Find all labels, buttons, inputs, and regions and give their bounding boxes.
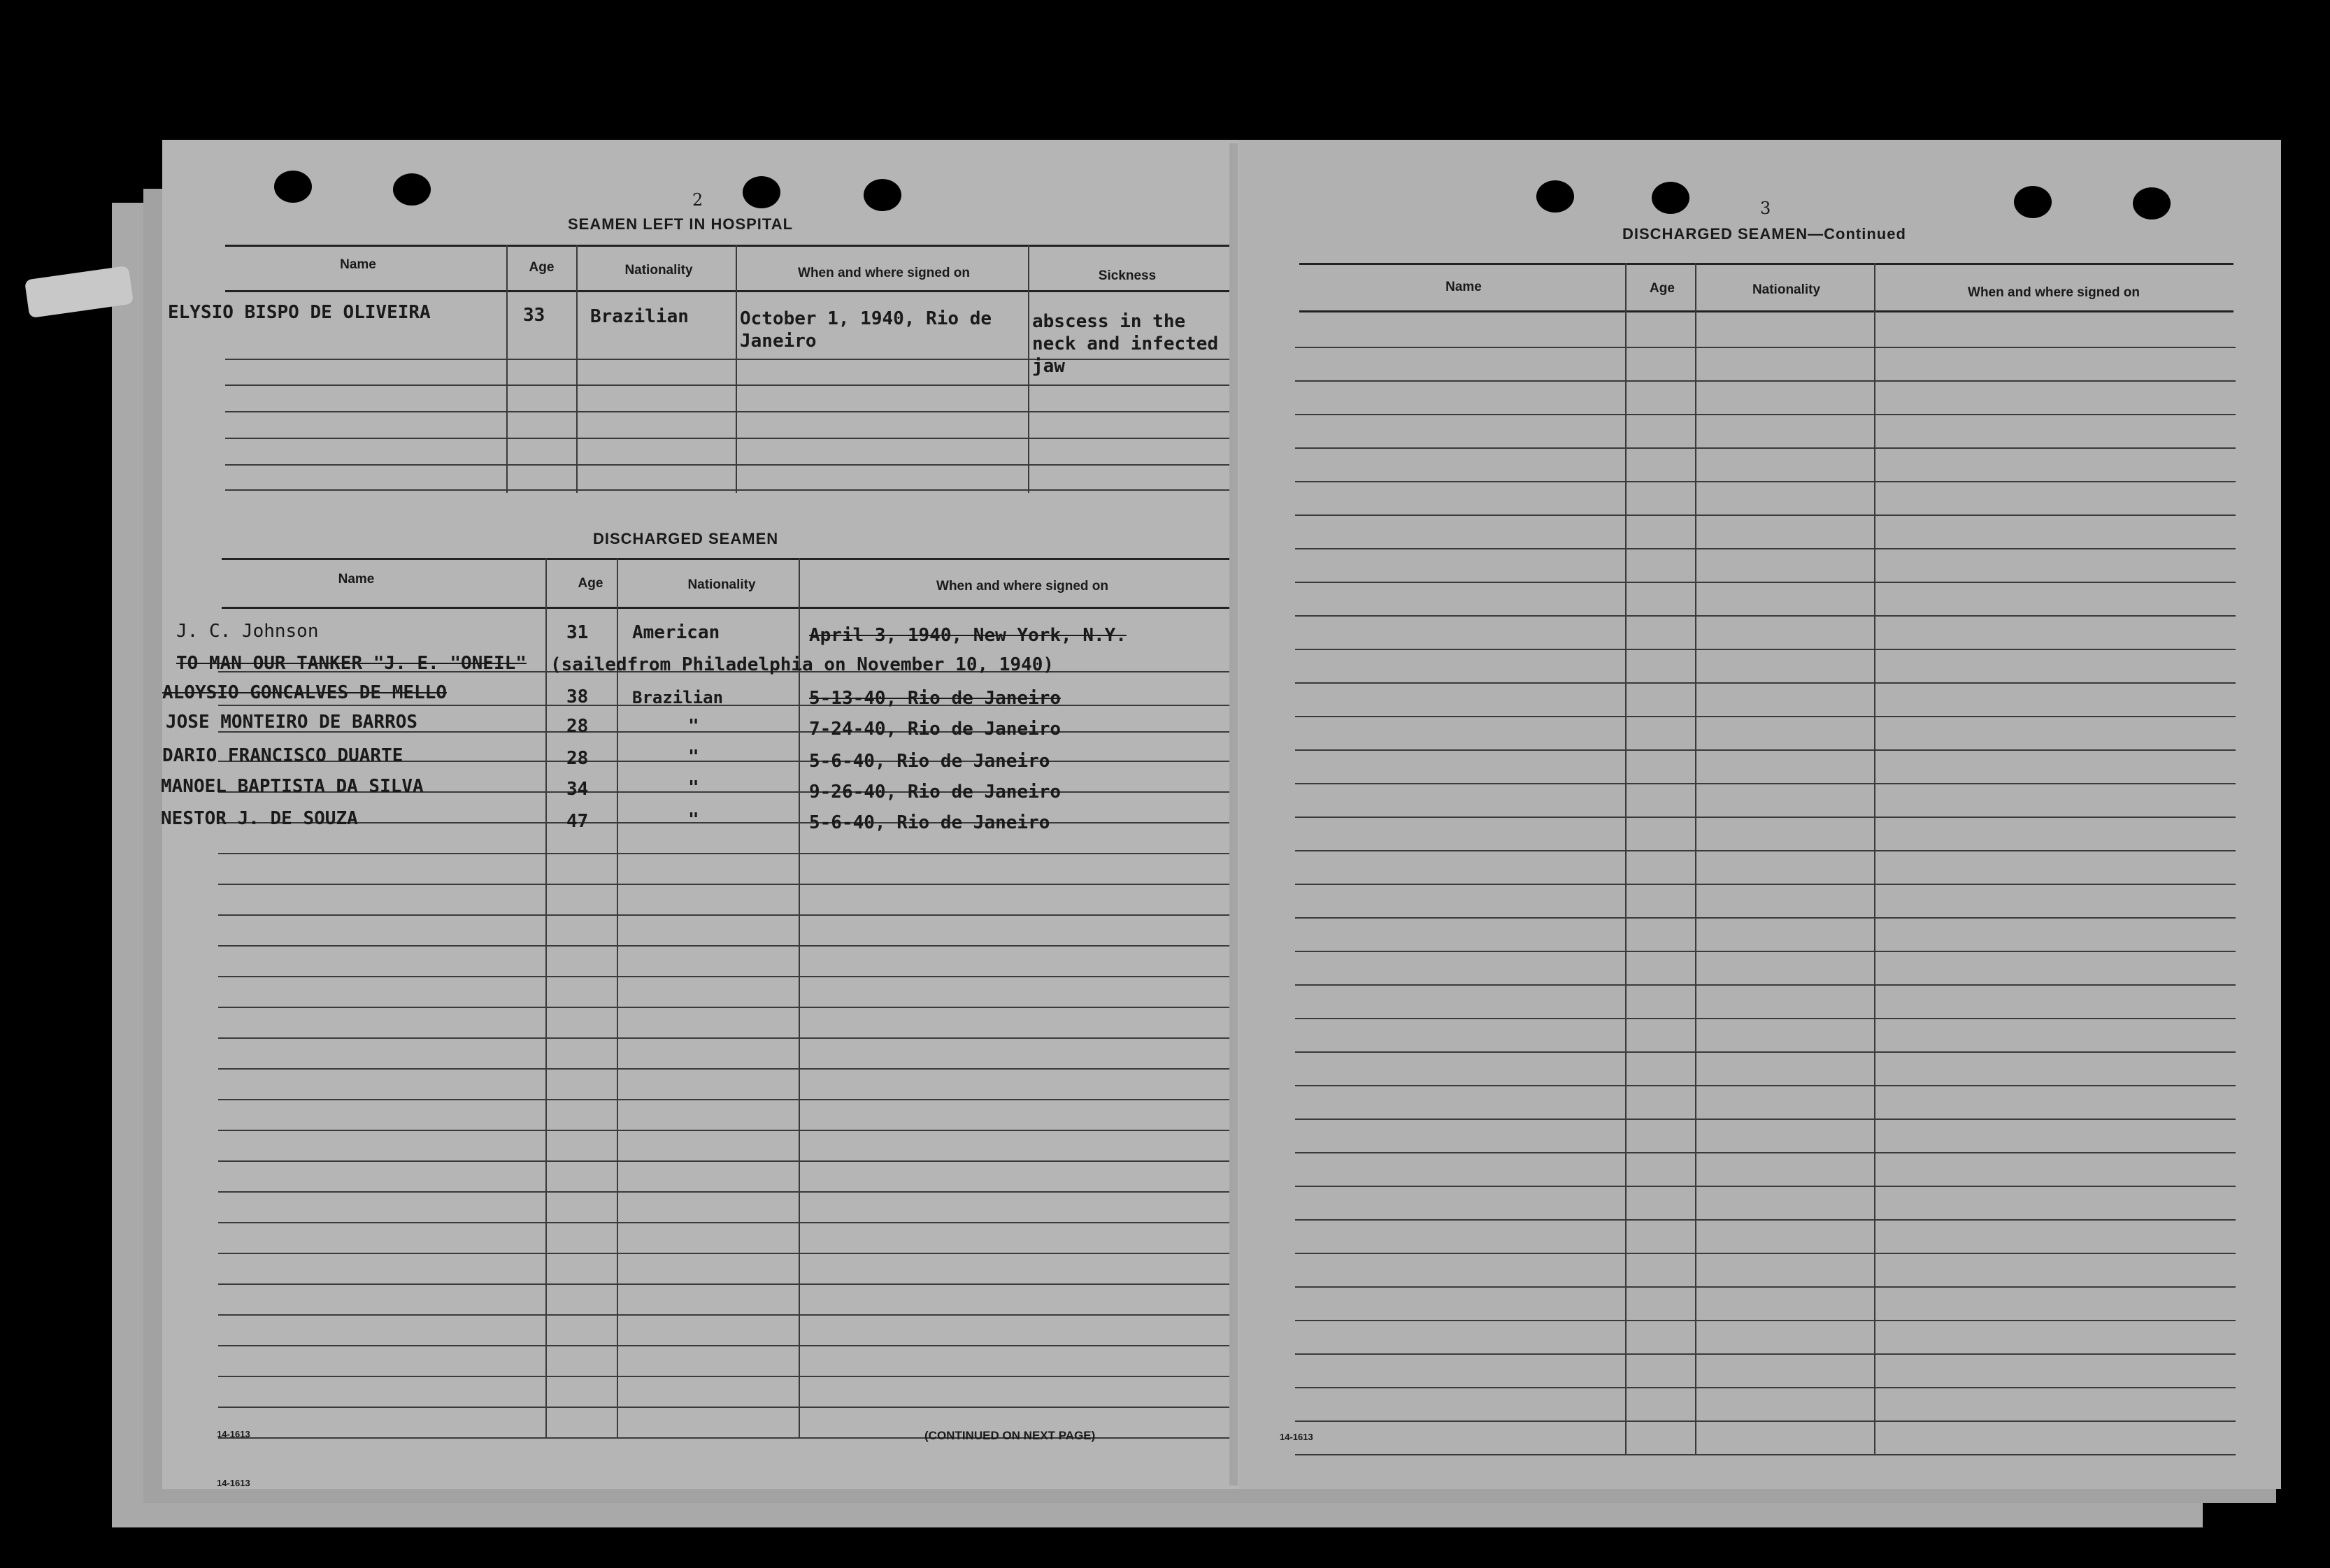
table-rule (225, 438, 1232, 439)
left-page (162, 140, 1239, 1489)
punch-hole (864, 179, 901, 211)
table-rule (218, 1283, 1232, 1285)
seaman-age: 28 (566, 716, 589, 737)
col-header-sickness: Sickness (1098, 268, 1157, 283)
table-rule (1295, 884, 2236, 885)
table-rule (1295, 917, 2236, 919)
seaman-nationality: American (632, 622, 720, 643)
column-rule (1695, 263, 1696, 1455)
table-rule (1295, 1387, 2236, 1388)
table-rule (218, 1099, 1232, 1100)
seaman-nationality: " (688, 810, 699, 830)
punch-hole (2133, 187, 2171, 220)
table-rule (1295, 1152, 2236, 1153)
table-rule (1295, 1119, 2236, 1120)
seaman-name: MANOEL BAPTISTA DA SILVA (161, 776, 424, 797)
seaman-nationality: " (688, 777, 699, 798)
seaman-sickness: abscess in the neck and infected jaw (1032, 311, 1219, 377)
seaman-signed: October 1, 1940, Rio de Janeiro (740, 308, 992, 352)
table-rule (218, 1130, 1232, 1131)
page-number: 2 (692, 190, 703, 210)
column-rule (506, 245, 508, 493)
table-rule (218, 884, 1232, 885)
punch-hole (1536, 180, 1574, 213)
seaman-age: 34 (566, 779, 589, 800)
table-rule (1299, 263, 2233, 265)
seaman-age: 28 (566, 748, 589, 769)
seaman-name: TO MAN OUR TANKER "J. E. "ONEIL" (176, 653, 527, 674)
table-rule (1295, 347, 2236, 348)
table-rule (1299, 310, 2233, 312)
seaman-signed: April 3, 1940, New York, N.Y. (809, 625, 1127, 646)
right-page (1239, 140, 2281, 1489)
table-rule (1295, 984, 2236, 986)
table-rule (1295, 1353, 2236, 1355)
column-rule (617, 558, 618, 1439)
form-number-back: 14-1613 (217, 1478, 250, 1488)
seaman-signed: 5-13-40, Rio de Janeiro (809, 688, 1062, 709)
table-rule (1295, 1051, 2236, 1053)
table-rule (218, 1160, 1232, 1162)
column-rule (576, 245, 578, 493)
table-rule (1295, 1186, 2236, 1187)
table-rule (1295, 1085, 2236, 1086)
table-rule (218, 945, 1232, 947)
table-rule (225, 290, 1232, 292)
table-rule (1295, 447, 2236, 449)
table-rule (1295, 817, 2236, 818)
table-rule (218, 1191, 1232, 1193)
table-rule (1295, 682, 2236, 684)
seaman-age: 47 (566, 811, 589, 832)
seaman-signed: 7-24-40, Rio de Janeiro (809, 719, 1062, 740)
seaman-age: 31 (566, 622, 589, 643)
table-rule (1295, 951, 2236, 952)
table-rule (222, 607, 1232, 609)
col-header-signed: When and where signed on (1968, 285, 2140, 300)
form-number: 14-1613 (1280, 1432, 1313, 1442)
table-rule (218, 1222, 1232, 1223)
column-rule (1874, 263, 1875, 1455)
table-rule (218, 853, 1232, 854)
table-rule (1295, 749, 2236, 751)
table-rule (1295, 716, 2236, 717)
seaman-signed: 5-6-40, Rio de Janeiro (809, 751, 1050, 772)
col-header-age: Age (1650, 281, 1675, 296)
punch-hole (743, 176, 780, 208)
col-header-name: Name (340, 257, 376, 272)
col-header-signed: When and where signed on (798, 266, 970, 280)
table-rule (1295, 615, 2236, 617)
column-rule (736, 245, 737, 493)
seaman-name: ALOYSIO GONCALVES DE MELLO (162, 682, 447, 703)
page-fold (1229, 143, 1238, 1486)
column-rule (799, 558, 800, 1439)
table-rule (1295, 414, 2236, 415)
table-rule (218, 1314, 1232, 1316)
seaman-name: NESTOR J. DE SOUZA (161, 808, 358, 829)
table-rule (218, 705, 1232, 706)
table-rule (218, 822, 1232, 823)
table-rule (218, 1376, 1232, 1377)
table-rule (225, 384, 1232, 386)
table-rule (1295, 850, 2236, 851)
table-rule (1295, 515, 2236, 516)
seaman-nationality: Brazilian (632, 688, 724, 707)
table-rule (1295, 1420, 2236, 1422)
table-rule (225, 411, 1232, 412)
table-rule (218, 1037, 1232, 1039)
punch-hole (1652, 182, 1689, 214)
table-rule (218, 1253, 1232, 1254)
table-rule (1295, 582, 2236, 583)
table-rule (218, 1407, 1232, 1408)
seaman-nationality: " (688, 716, 699, 737)
column-rule (1625, 263, 1627, 1455)
table-rule (225, 245, 1232, 247)
col-header-name: Name (338, 572, 375, 587)
table-rule (225, 489, 1232, 491)
table-rule (1295, 1253, 2236, 1254)
table-rule (1295, 1018, 2236, 1019)
table-rule (218, 914, 1232, 916)
table-rule (218, 1007, 1232, 1008)
seaman-name: JOSE MONTEIRO DE BARROS (166, 712, 418, 733)
table-rule (218, 1345, 1232, 1346)
table-rule (1295, 1219, 2236, 1221)
sailing-note: (sailedfrom Philadelphia on November 10, 1940) (550, 654, 1055, 675)
seaman-age: 33 (523, 305, 545, 326)
col-header-age: Age (578, 576, 603, 591)
seaman-name: J. C. Johnson (176, 621, 319, 642)
punch-hole (274, 171, 312, 203)
table-rule (218, 1068, 1232, 1070)
seaman-age: 38 (566, 686, 589, 707)
table-rule (222, 558, 1232, 560)
continued-note: (CONTINUED ON NEXT PAGE) (924, 1429, 1096, 1442)
col-header-nationality: Nationality (1752, 282, 1821, 297)
page-number: 3 (1760, 199, 1771, 218)
punch-hole (393, 173, 431, 206)
hospital-title: SEAMEN LEFT IN HOSPITAL (568, 215, 794, 233)
seaman-signed: 9-26-40, Rio de Janeiro (809, 782, 1062, 803)
seaman-nationality: Brazilian (590, 306, 689, 327)
form-number: 14-1613 (217, 1429, 250, 1439)
table-rule (1295, 649, 2236, 650)
table-rule (1295, 783, 2236, 784)
column-rule (545, 558, 547, 1439)
col-header-nationality: Nationality (624, 263, 693, 278)
col-header-nationality: Nationality (687, 577, 756, 592)
table-rule (1295, 1286, 2236, 1288)
col-header-age: Age (529, 260, 555, 275)
discharged-title: DISCHARGED SEAMEN (593, 530, 779, 547)
column-rule (1028, 245, 1029, 493)
table-rule (1295, 548, 2236, 549)
col-header-signed: When and where signed on (936, 579, 1108, 594)
seaman-nationality: " (688, 747, 699, 768)
punch-hole (2014, 186, 2052, 218)
table-rule (1295, 380, 2236, 382)
table-rule (1295, 1320, 2236, 1321)
seaman-name: ELYSIO BISPO DE OLIVEIRA (168, 302, 431, 323)
seaman-name: DARIO FRANCISCO DUARTE (162, 745, 403, 766)
table-rule (1295, 481, 2236, 482)
table-rule (218, 976, 1232, 977)
table-rule (225, 464, 1232, 466)
seaman-signed: 5-6-40, Rio de Janeiro (809, 812, 1050, 833)
discharged-continued-title: DISCHARGED SEAMEN—Continued (1622, 225, 1906, 243)
table-rule (1295, 1454, 2236, 1455)
col-header-name: Name (1445, 280, 1482, 294)
